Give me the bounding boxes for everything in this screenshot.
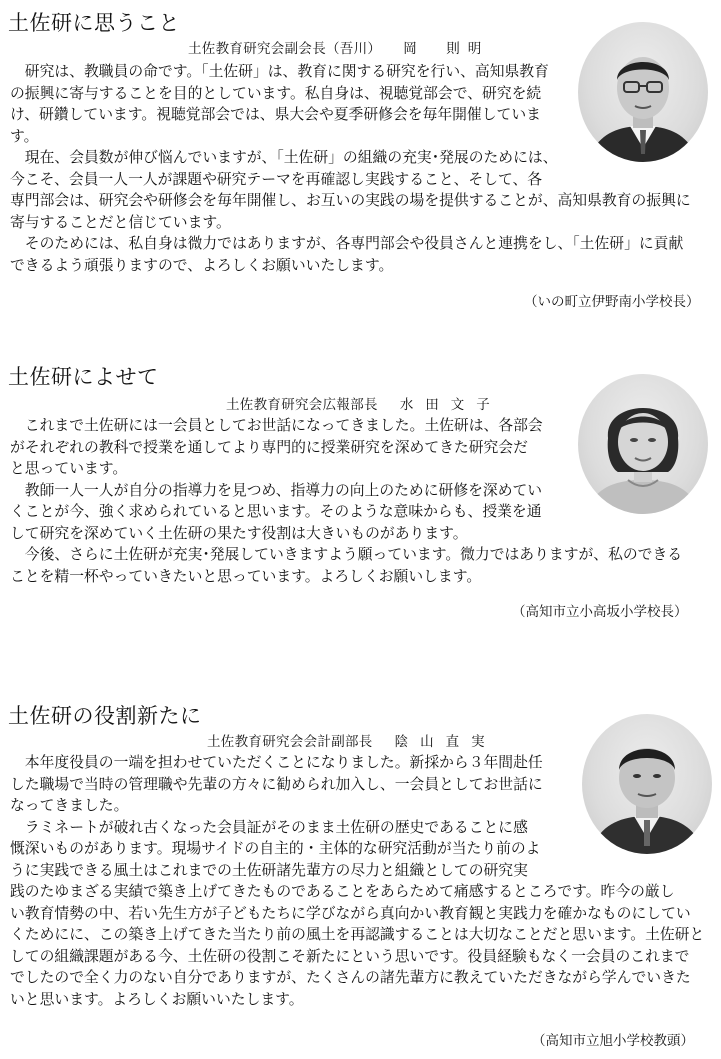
body-line: 践のたゆまざる実績で築き上げてきたものであることをあらためて痛感するところです。昨今の厳し: [10, 883, 675, 900]
body-line: した職場で当時の管理職や先輩の方々に勧められ加入し、一会員としてお世話に: [10, 775, 543, 793]
author-line: [207, 733, 497, 751]
body-line: 現在、会員数が伸び悩んでいますが、「土佐研」の組織の充実･発展のためには、: [10, 149, 558, 166]
author-affiliation: （高知市立小高坂小学校長）: [512, 604, 688, 620]
article-title: 土佐研によせて: [8, 365, 159, 389]
body-line: 教師一人一人が自分の指導力を見つめ、指導力の向上のために研修を深めてい: [10, 481, 543, 499]
body-line: でしたので全く力のない自分でありますが、たくさんの諸先輩方に教えていただきながら学んでいきた: [10, 969, 691, 986]
body-line: 今後、さらに土佐研が充実･発展していきますよう願っています。微力ではありますが、私のできる: [10, 546, 683, 563]
body-line: なってきました。: [10, 797, 129, 814]
author-role: 土佐教育研究会広報部長: [226, 397, 378, 413]
body-line: うに実践できる風土はこれまでの土佐研諸先輩方の尽力と組織としての研究実: [10, 861, 528, 879]
body-line: して研究を深めていく土佐研の果たす役割は大きいものがあります。: [10, 524, 468, 542]
article-body: [10, 61, 691, 276]
author-affiliation: （いの町立伊野南小学校長）: [524, 294, 700, 310]
author-name: 岡 則明: [403, 41, 490, 57]
author-name: 陰山直実: [394, 734, 497, 750]
article-body: [10, 752, 704, 1010]
body-line: け、研鑽しています。視聴覚部会では、県大会や夏季研修会を毎年開催していま: [10, 106, 541, 123]
body-line: ことを精一杯やっていきたいと思っています。よろしくお願いします。: [10, 567, 482, 585]
body-line: ラミネートが破れ古くなった会員証がそのまま土佐研の歴史であることに感: [10, 818, 528, 836]
body-line: がそれぞれの教科で授業を通してより専門的に授業研究を深めてきた研究会だ: [10, 438, 528, 456]
body-line: 今こそ、会員一人一人が課題や研究テーマを再確認し実践すること、そして、各: [10, 170, 543, 188]
article-title: 土佐研の役割新たに: [8, 704, 202, 728]
author-line: [188, 40, 489, 58]
body-line: しての組織課題がある今、土佐研の役割こそ新たにという思いです。役員経験もなく一会員のこれまで: [10, 947, 690, 965]
body-line: 慨深いものがあります。現場サイドの自主的・主体的な研究活動が当たり前のよ: [10, 840, 541, 857]
body-line: 専門部会は、研究会や研修会を毎年開催し、お互いの実践の場を提供することが、高知県教育の振興に: [10, 192, 691, 209]
body-line: い教育情勢の中、若い先生方が子どもたちに学びながら真向かい教育観と実践力を確かなものにしてい: [10, 904, 691, 922]
body-line: くためにに、この築き上げてきた当たり前の風土を再認識することは大切なことだと思います。土佐研と: [10, 926, 705, 943]
author-affiliation: （高知市立旭小学校教頭）: [532, 1033, 694, 1049]
body-line: の振興に寄与することを目的としています。私自身は、視聴覚部会で、研究を続: [10, 84, 542, 102]
article-body: [10, 415, 682, 587]
body-line: くことが今、強く求められていると思います。そのような意味からも、授業を通: [10, 503, 542, 520]
body-line: 寄与することだと信じています。: [10, 213, 231, 231]
author-role: 土佐教育研究会副会長（吾川）: [188, 41, 382, 57]
body-line: できるよう頑張りますので、よろしくお願いいたします。: [10, 256, 394, 274]
body-line: これまで土佐研には一会員としてお世話になってきました。土佐研は、各部会: [10, 417, 543, 434]
body-line: す。: [10, 127, 39, 145]
body-line: 本年度役員の一端を担わせていただくことになりました。新採から３年間赴任: [10, 754, 543, 771]
article-title: 土佐研に思うこと: [8, 11, 180, 35]
author-role: 土佐教育研究会会計副部長: [207, 734, 373, 750]
body-line: と思っています。: [10, 460, 128, 477]
author-line: [226, 396, 502, 414]
body-line: いと思います。よろしくお願いいたします。: [10, 990, 304, 1008]
body-line: 研究は、教職員の命です。「土佐研」は、教育に関する研究を行い、高知県教育: [10, 63, 549, 80]
body-line: そのためには、私自身は微力ではありますが、各専門部会や役員さんと連携をし、「土佐研」に貢献: [10, 235, 684, 252]
author-name: 水田文子: [399, 397, 502, 413]
